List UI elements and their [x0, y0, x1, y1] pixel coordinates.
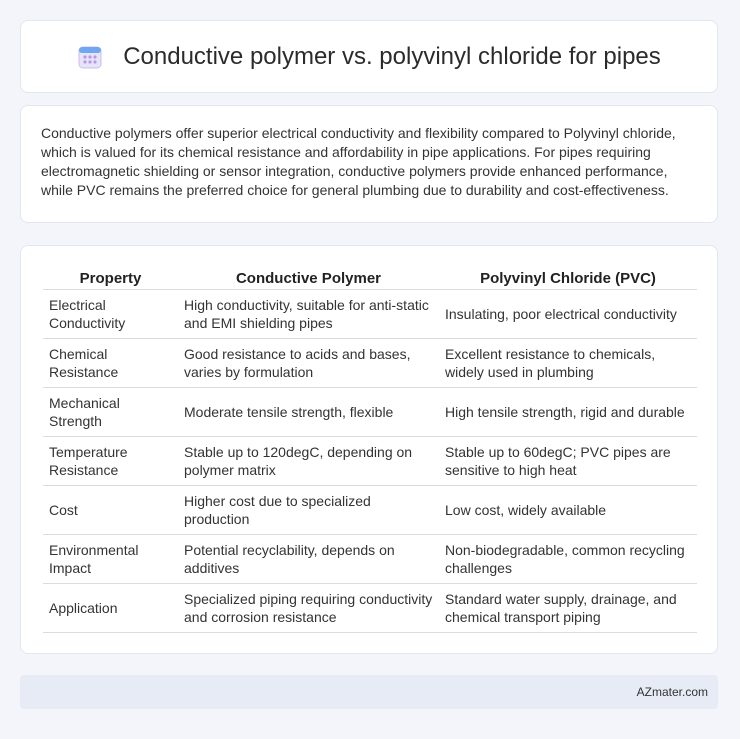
- pvc-cell: Stable up to 60degC; PVC pipes are sensitive to high heat: [439, 437, 697, 486]
- conductive-polymer-cell: Moderate tensile strength, flexible: [178, 388, 439, 437]
- table-row: [43, 437, 697, 486]
- summary-card: [20, 105, 718, 223]
- property-cell: Chemical Resistance: [43, 339, 178, 388]
- pvc-cell: Non-biodegradable, common recycling challenges: [439, 535, 697, 584]
- table-row: [43, 388, 697, 437]
- calendar-grid-icon: [77, 44, 103, 70]
- conductive-polymer-cell: Good resistance to acids and bases, varies by formulation: [178, 339, 439, 388]
- table-row: [43, 486, 697, 535]
- pvc-cell: Excellent resistance to chemicals, widely used in plumbing: [439, 339, 697, 388]
- column-header-property: Property: [43, 262, 178, 290]
- table-row: [43, 535, 697, 584]
- column-header-pvc: Polyvinyl Chloride (PVC): [439, 262, 697, 290]
- table-row: [43, 290, 697, 339]
- conductive-polymer-cell: Specialized piping requiring conductivity and corrosion resistance: [178, 584, 439, 633]
- property-cell: Mechanical Strength: [43, 388, 178, 437]
- property-cell: Environmental Impact: [43, 535, 178, 584]
- property-cell: Cost: [43, 486, 178, 535]
- table-header-row: [43, 262, 697, 290]
- property-cell: Application: [43, 584, 178, 633]
- pvc-cell: Low cost, widely available: [439, 486, 697, 535]
- property-cell: Temperature Resistance: [43, 437, 178, 486]
- footer-bar: [20, 675, 718, 709]
- conductive-polymer-cell: Higher cost due to specialized production: [178, 486, 439, 535]
- column-header-conductive-polymer: Conductive Polymer: [178, 262, 439, 290]
- footer-brand: AZmater.com: [636, 685, 708, 699]
- property-cell: Electrical Conductivity: [43, 290, 178, 339]
- table-row: [43, 339, 697, 388]
- conductive-polymer-cell: High conductivity, suitable for anti-static and EMI shielding pipes: [178, 290, 439, 339]
- table-row: [43, 584, 697, 633]
- comparison-table-card: [20, 245, 718, 654]
- conductive-polymer-cell: Potential recyclability, depends on additives: [178, 535, 439, 584]
- page-title: Conductive polymer vs. polyvinyl chloride for pipes: [123, 42, 661, 70]
- pvc-cell: Standard water supply, drainage, and chemical transport piping: [439, 584, 697, 633]
- pvc-cell: Insulating, poor electrical conductivity: [439, 290, 697, 339]
- conductive-polymer-cell: Stable up to 120degC, depending on polymer matrix: [178, 437, 439, 486]
- summary-text: Conductive polymers offer superior electrical conductivity and flexibility compared to Polyvinyl chloride, which is valued for its chemical resistance and affordability in pipe applications. For pipes requiring electromagnetic shielding or sensor integration, conductive polymers provide enhanced performance, while PVC remains the preferred choice for general plumbing due to durability and cost-effectiveness.: [41, 125, 676, 198]
- pvc-cell: High tensile strength, rigid and durable: [439, 388, 697, 437]
- title-card: [20, 20, 718, 93]
- comparison-table: [43, 262, 697, 633]
